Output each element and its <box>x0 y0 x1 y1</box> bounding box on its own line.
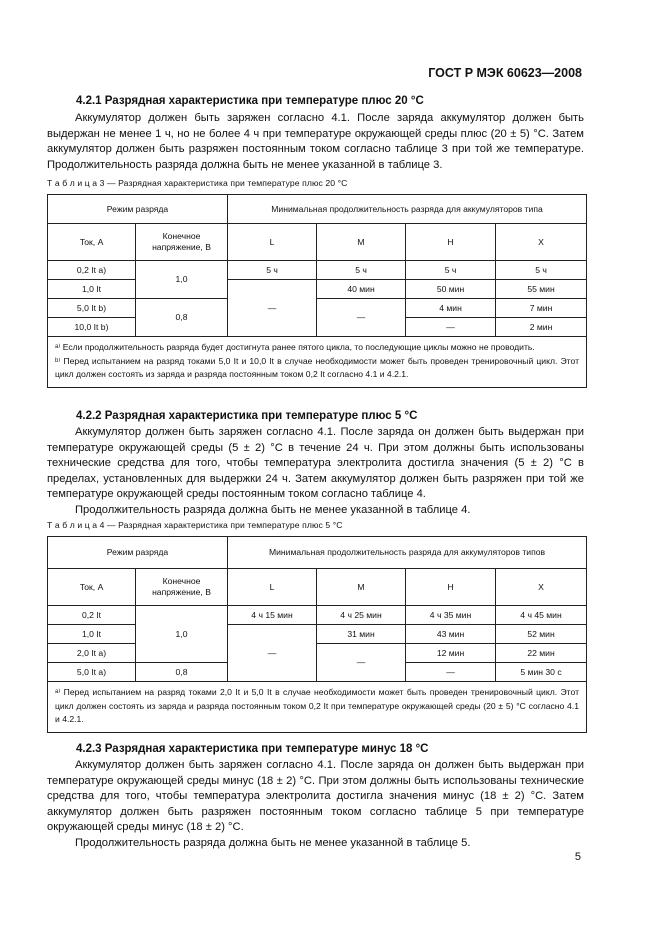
cell-l: — <box>228 625 317 682</box>
header-type-h: H <box>406 224 496 261</box>
cell-voltage: 0,8 <box>136 663 228 682</box>
cell-current: 1,0 It <box>48 625 136 644</box>
header-current: Ток, А <box>48 569 136 606</box>
cell-m: 31 мин <box>317 625 406 644</box>
cell-x: 55 мин <box>496 280 587 299</box>
header-current: Ток, А <box>48 224 136 261</box>
header-type-m: M <box>317 224 406 261</box>
cell-x: 5 ч <box>496 261 587 280</box>
section-heading-4-2-1: 4.2.1 Разрядная характеристика при температуре плюс 20 °С <box>76 95 424 107</box>
header-type-l: L <box>228 224 317 261</box>
header-voltage: Конечное напряжение, В <box>136 224 228 261</box>
cell-m: — <box>317 644 406 682</box>
cell-current: 0,2 It a) <box>48 261 136 280</box>
cell-h: 4 мин <box>406 299 496 318</box>
document-header: ГОСТ Р МЭК 60623—2008 <box>428 66 582 80</box>
table-row <box>48 625 587 644</box>
section-heading-4-2-2: 4.2.2 Разрядная характеристика при температуре плюс 5 °С <box>76 410 418 422</box>
paragraph: Продолжительность разряда должна быть не менее указанной в таблице 5. <box>75 836 471 849</box>
cell-m: — <box>317 299 406 337</box>
cell-m: 4 ч 25 мин <box>317 606 406 625</box>
paragraph: Аккумулятор должен быть заряжен согласно 4.1. После заряда он должен быть выдержан при температуре окружающей среды (5 ± 2) °С в течение 24 ч. При этом должны быть использованы технические средства для того, чтобы температура электролита достигла значения (5 ± 2) °С в пределах, установленных для выдержки 24 ч. Затем аккумулятор должен быть разряжен при той же температуре окружающей среды постоянным током согласно таблице 4. <box>47 426 584 501</box>
header-type-x: X <box>496 569 587 606</box>
cell-x: 22 мин <box>496 644 587 663</box>
table-3 <box>47 194 587 388</box>
cell-current: 0,2 It <box>48 606 136 625</box>
header-mode: Режим разряда <box>48 195 228 224</box>
cell-x: 4 ч 45 мин <box>496 606 587 625</box>
paragraph: Аккумулятор должен быть заряжен согласно 4.1. После заряда он должен быть выдержан при температуре окружающей среды минус (18 ± 2) °С. При этом должны быть использованы технические средства для того, чтобы температура электролита достигла значения минус (18 ± 2) °С. Затем аккумулятор должен быть разряжен постоянным током согласно таблице 5 при температуре окружающей среды минус (18 ± 2) °С. <box>47 759 584 834</box>
footnote-b: ᵇ⁾ Перед испытанием на разряд токами 5,0 It и 10,0 It в случае необходимости может быть проведен тренировочный цикл. Этот цикл должен состоять из заряда и разряда постоянным током 0,2 It согласно 4.1 и 4.2.1. <box>55 355 580 379</box>
cell-x: 2 мин <box>496 318 587 337</box>
section-heading-4-2-3: 4.2.3 Разрядная характеристика при температуре минус 18 °С <box>76 743 429 755</box>
table-3-notes <box>48 337 587 388</box>
cell-current: 5,0 It a) <box>48 663 136 682</box>
cell-h: 43 мин <box>406 625 496 644</box>
cell-voltage: 0,8 <box>136 299 228 337</box>
footnote-a: ᵃ⁾ Перед испытанием на разряд токами 2,0 It и 5,0 It в случае необходимости может быть проведен тренировочный цикл. Этот цикл должен состоять из заряда и разряда постоянным током 0,2 It при температуре окружающей среды (20 ± 5) °С согласно 4.1 и 4.2.1. <box>55 687 580 724</box>
cell-l: 5 ч <box>228 261 317 280</box>
footnote-a: ᵃ⁾ Если продолжительность разряда будет достигнута ранее пятого цикла, то последующие циклы можно не проводить. <box>55 342 535 352</box>
paragraph: Продолжительность разряда должна быть не менее указанной в таблице 4. <box>75 503 471 516</box>
cell-h: 5 ч <box>406 261 496 280</box>
cell-x: 5 мин 30 с <box>496 663 587 682</box>
cell-l: — <box>228 280 317 337</box>
header-type-l: L <box>228 569 317 606</box>
cell-m: 5 ч <box>317 261 406 280</box>
header-voltage: Конечное напряжение, В <box>136 569 228 606</box>
table-row <box>48 606 587 625</box>
header-type-m: M <box>317 569 406 606</box>
cell-x: 7 мин <box>496 299 587 318</box>
cell-m: 40 мин <box>317 280 406 299</box>
cell-current: 2,0 It a) <box>48 644 136 663</box>
cell-current: 1,0 It <box>48 280 136 299</box>
section-paragraph-4-2-3 <box>47 758 584 852</box>
cell-l: 4 ч 15 мин <box>228 606 317 625</box>
cell-x: 52 мин <box>496 625 587 644</box>
table-row <box>48 261 587 280</box>
table-4 <box>47 536 587 733</box>
page-number: 5 <box>574 851 581 863</box>
cell-current: 5,0 It b) <box>48 299 136 318</box>
cell-voltage: 1,0 <box>136 606 228 663</box>
cell-h: — <box>406 318 496 337</box>
table-4-notes <box>48 682 587 733</box>
cell-h: 50 мин <box>406 280 496 299</box>
table-4-caption: Т а б л и ц а 4 — Разрядная характеристика при температуре плюс 5 °С <box>47 520 343 530</box>
cell-h: 12 мин <box>406 644 496 663</box>
table-row <box>48 299 587 318</box>
header-type-x: X <box>496 224 587 261</box>
section-paragraph-4-2-1 <box>47 111 584 173</box>
cell-h: 4 ч 35 мин <box>406 606 496 625</box>
header-type-h: H <box>406 569 496 606</box>
header-min-duration: Минимальная продолжительность разряда для аккумуляторов типа <box>228 195 587 224</box>
section-paragraph-4-2-2 <box>47 425 584 519</box>
header-min-duration: Минимальная продолжительность разряда для аккумуляторов типов <box>228 537 587 569</box>
table-3-caption: Т а б л и ц а 3 — Разрядная характеристика при температуре плюс 20 °С <box>47 178 348 188</box>
table-row <box>48 644 587 663</box>
cell-current: 10,0 It b) <box>48 318 136 337</box>
table-row <box>48 280 587 299</box>
cell-voltage: 1,0 <box>136 261 228 299</box>
header-mode: Режим разряда <box>48 537 228 569</box>
cell-h: — <box>406 663 496 682</box>
paragraph: Аккумулятор должен быть заряжен согласно 4.1. После заряда аккумулятор должен быть выдержан не менее 1 ч, но не более 4 ч при температуре окружающей среды плюс (20 ± 5) °С. Затем аккумулятор должен быть разряжен постоянным током согласно таблице 3 при той же температуре. Продолжительность разряда должна быть не менее указанной в таблице 3. <box>47 112 584 171</box>
